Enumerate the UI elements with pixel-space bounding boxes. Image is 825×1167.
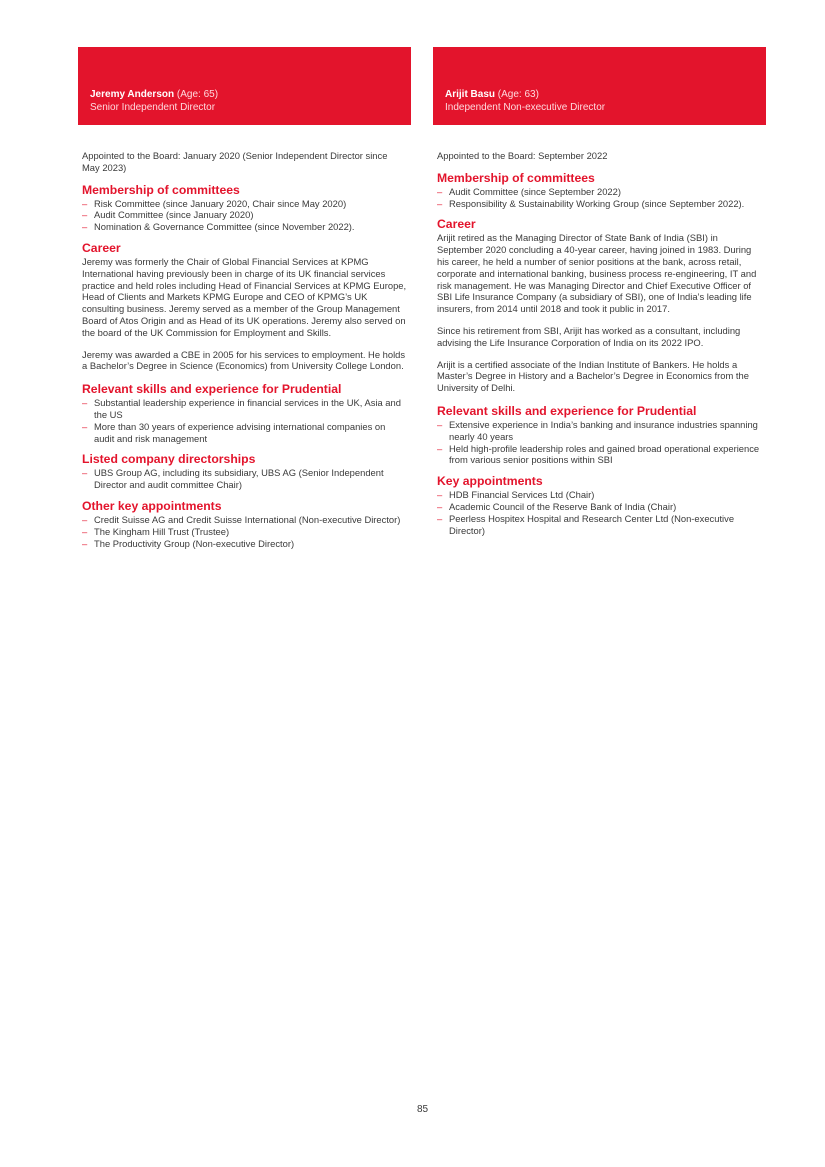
list-item: – Responsibility & Sustainability Working Group (since September 2022). xyxy=(437,197,745,209)
list-item: – UBS Group AG, including its subsidiary, UBS AG (Senior Independent Director and audit committee Chair) xyxy=(82,467,384,491)
key-appointments-heading: Key appointments xyxy=(437,474,543,489)
membership-list xyxy=(437,186,762,210)
other-appointments-list xyxy=(82,514,407,549)
dash-bullet-icon: – xyxy=(437,197,443,209)
dash-bullet-icon: – xyxy=(82,420,88,432)
list-item: – Risk Committee (since January 2020, Chair since May 2020) xyxy=(82,197,347,209)
dash-bullet-icon: – xyxy=(437,418,443,430)
director-role: Senior Independent Director xyxy=(90,102,216,113)
director-profile-jeremy-anderson xyxy=(78,47,411,553)
career-paragraph: Jeremy was formerly the Chair of Global Financial Services at KPMG International having previously been in charge of its UK financial services practice and held roles including Head of Financial Services at KPMG Europe, Head of Clients and Markets KPMG Europe and CEO of KPMG’s UK consulting business. Jeremy served as a member of the Group Management Board of Atos Origin and as Head of its UK operations. Jeremy also served on the board of the UK Commission for Employment and Skills. xyxy=(82,255,407,338)
director-age: (Age: 63) xyxy=(497,89,539,100)
appointment-text: Appointed to the Board: September 2022 xyxy=(437,150,608,161)
list-item: – Peerless Hospitex Hospital and Research Center Ltd (Non-executive Director) xyxy=(437,512,735,536)
listed-directorships-list xyxy=(82,467,407,491)
director-role: Independent Non-executive Director xyxy=(445,102,606,113)
membership-heading: Membership of committees xyxy=(437,170,595,185)
career-heading: Career xyxy=(82,240,121,255)
dash-bullet-icon: – xyxy=(437,489,443,501)
list-item: – Audit Committee (since January 2020) xyxy=(82,209,254,221)
page-number: 85 xyxy=(416,1104,429,1115)
list-item: – The Productivity Group (Non-executive Director) xyxy=(82,537,295,549)
other-appointments-heading: Other key appointments xyxy=(82,498,222,513)
director-header xyxy=(78,47,411,125)
skills-list xyxy=(437,419,762,466)
list-item: – Extensive experience in India’s banking and insurance industries spanning nearly 40 years xyxy=(437,418,758,442)
appointment-text: Appointed to the Board: January 2020 (Senior Independent Director since May 2023) xyxy=(82,150,388,173)
director-header xyxy=(433,47,766,125)
list-item: – Academic Council of the Reserve Bank of India (Chair) xyxy=(437,500,677,512)
dash-bullet-icon: – xyxy=(82,209,88,221)
director-details xyxy=(433,125,766,536)
list-item: – Credit Suisse AG and Credit Suisse International (Non-executive Director) xyxy=(82,513,401,525)
listed-directorships-heading: Listed company directorships xyxy=(82,452,256,467)
membership-list xyxy=(82,198,407,233)
director-name: Jeremy Anderson xyxy=(90,89,175,100)
dash-bullet-icon: – xyxy=(437,500,443,512)
director-details xyxy=(78,125,411,549)
dash-bullet-icon: – xyxy=(82,197,88,209)
director-name: Arijit Basu xyxy=(445,89,496,100)
career-paragraph: Arijit is a certified associate of the Indian Institute of Bankers. He holds a Master’s Degree in History and a Bachelor’s Degree in Economics from the University of Delhi. xyxy=(437,358,749,394)
list-item: – Substantial leadership experience in financial services in the UK, Asia and the US xyxy=(82,397,401,420)
director-age: (Age: 65) xyxy=(176,89,219,100)
list-item: – Audit Committee (since September 2022) xyxy=(437,185,621,197)
dash-bullet-icon: – xyxy=(82,537,88,549)
skills-heading: Relevant skills and experience for Prudential xyxy=(437,403,697,418)
skills-list xyxy=(82,397,407,444)
dash-bullet-icon: – xyxy=(82,397,88,409)
dash-bullet-icon: – xyxy=(437,185,443,197)
list-item: – Nomination & Governance Committee (since November 2022). xyxy=(82,221,355,233)
career-paragraph: Jeremy was awarded a CBE in 2005 for his services to employment. He holds a Bachelor’s Degree in Science (Economics) from University College London. xyxy=(82,348,406,372)
career-paragraph: Since his retirement from SBI, Arijit has worked as a consultant, including advising the Life Insurance Corporation of India on its 2022 IPO. xyxy=(437,324,741,348)
skills-heading: Relevant skills and experience for Prudential xyxy=(82,382,342,397)
dash-bullet-icon: – xyxy=(82,513,88,525)
membership-heading: Membership of committees xyxy=(82,182,240,197)
list-item: – HDB Financial Services Ltd (Chair) xyxy=(437,489,595,501)
list-item: – More than 30 years of experience advising international companies on audit and risk management xyxy=(82,420,386,444)
career-paragraph: Arijit retired as the Managing Director of State Bank of India (SBI) in September 2020 concluding a 40-year career, having joined in 1983. During his career, he held a number of senior positions at the bank, across retail, corporate and international banking, business process re-engineering, IT and risk management. He was Managing Director and Chief Executive Officer of SBI Life Insurance Company (a subsidiary of SBI), one of India’s leading life insurers, from 2014 until 2018 and took it public in 2017. xyxy=(437,232,757,315)
dash-bullet-icon: – xyxy=(82,221,88,233)
dash-bullet-icon: – xyxy=(437,512,443,524)
dash-bullet-icon: – xyxy=(437,442,443,454)
dash-bullet-icon: – xyxy=(82,467,88,479)
career-heading: Career xyxy=(437,217,476,232)
list-item: – The Kingham Hill Trust (Trustee) xyxy=(82,525,230,537)
key-appointments-list xyxy=(437,489,762,536)
dash-bullet-icon: – xyxy=(82,525,88,537)
director-profile-arijit-basu xyxy=(433,47,766,540)
list-item: – Held high-profile leadership roles and gained broad operational experience from various senior positions within SBI xyxy=(437,442,760,466)
